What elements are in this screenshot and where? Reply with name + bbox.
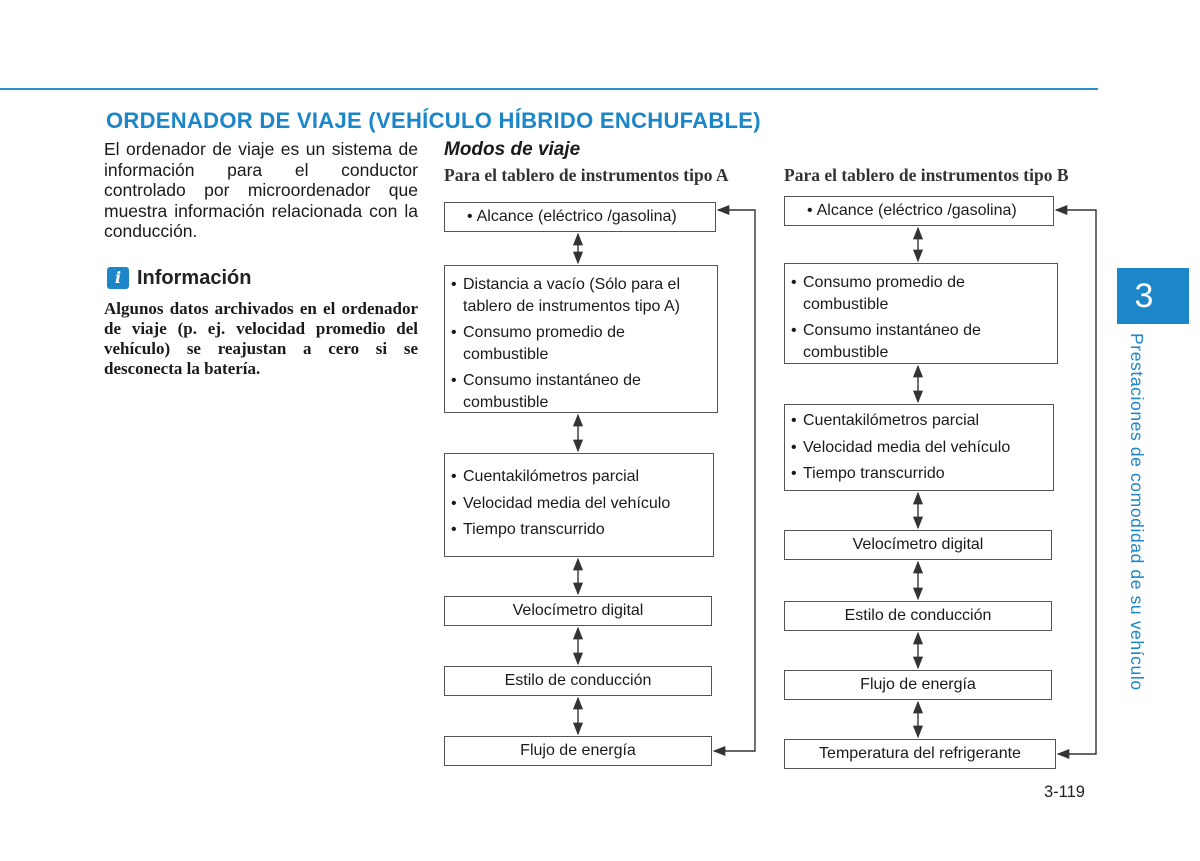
list-item: • Tiempo transcurrido <box>791 463 1045 485</box>
type-b-box-range: • Alcance (eléctrico /gasolina) <box>784 196 1054 226</box>
page-title: ORDENADOR DE VIAJE (VEHÍCULO HÍBRIDO ENCHUFABLE) <box>106 108 761 133</box>
type-b-heading: Para el tablero de instrumentos tipo B <box>784 165 1069 185</box>
type-b-box-driving-style: Estilo de conducción <box>784 601 1052 631</box>
type-a-box-range: • Alcance (eléctrico /gasolina) <box>444 202 716 232</box>
type-b-box-coolant-temp: Temperatura del refrigerante <box>784 739 1056 769</box>
list-item: • Consumo instantáneo de combustible <box>791 320 1049 363</box>
type-a-heading: Para el tablero de instrumentos tipo A <box>444 165 729 185</box>
list-item: • Consumo promedio de combustible <box>451 322 709 365</box>
list-item: • Consumo instantáneo de combustible <box>451 370 709 413</box>
intro-paragraph: El ordenador de viaje es un sistema de información para el conductor controlado por microordenador que muestra información relacionada con la conducción. <box>104 139 418 241</box>
list-item: • Cuentakilómetros parcial <box>451 466 705 488</box>
list-item: • Consumo promedio de combustible <box>791 272 1049 315</box>
type-a-box-driving-style: Estilo de conducción <box>444 666 712 696</box>
list-item: • Velocidad media del vehículo <box>451 493 705 515</box>
list-item: • Distancia a vacío (Sólo para el tablero de instrumentos tipo A) <box>451 274 709 317</box>
list-item: • Velocidad media del vehículo <box>791 437 1045 459</box>
type-b-loop-arrow <box>1056 210 1096 754</box>
chapter-tab: 3 <box>1117 268 1189 324</box>
type-b-box-speedometer: Velocímetro digital <box>784 530 1052 560</box>
type-b-box-energy-flow: Flujo de energía <box>784 670 1052 700</box>
type-a-box-speedometer: Velocímetro digital <box>444 596 712 626</box>
section-title: Prestaciones de comodidad de su vehículo <box>1127 333 1147 691</box>
type-a-box-energy-flow: Flujo de energía <box>444 736 712 766</box>
info-icon: i <box>107 267 129 289</box>
page-number: 3-119 <box>1044 783 1085 801</box>
list-item: • Tiempo transcurrido <box>451 519 705 541</box>
info-heading: Información <box>137 267 252 289</box>
list-item: • Cuentakilómetros parcial <box>791 410 1045 432</box>
info-paragraph: Algunos datos archivados en el ordenador de viaje (p. ej. velocidad promedio del vehículo) se reajustan a cero si se desconecta la batería. <box>104 299 418 378</box>
modes-heading: Modos de viaje <box>444 139 581 160</box>
type-a-loop-arrow <box>714 210 755 751</box>
